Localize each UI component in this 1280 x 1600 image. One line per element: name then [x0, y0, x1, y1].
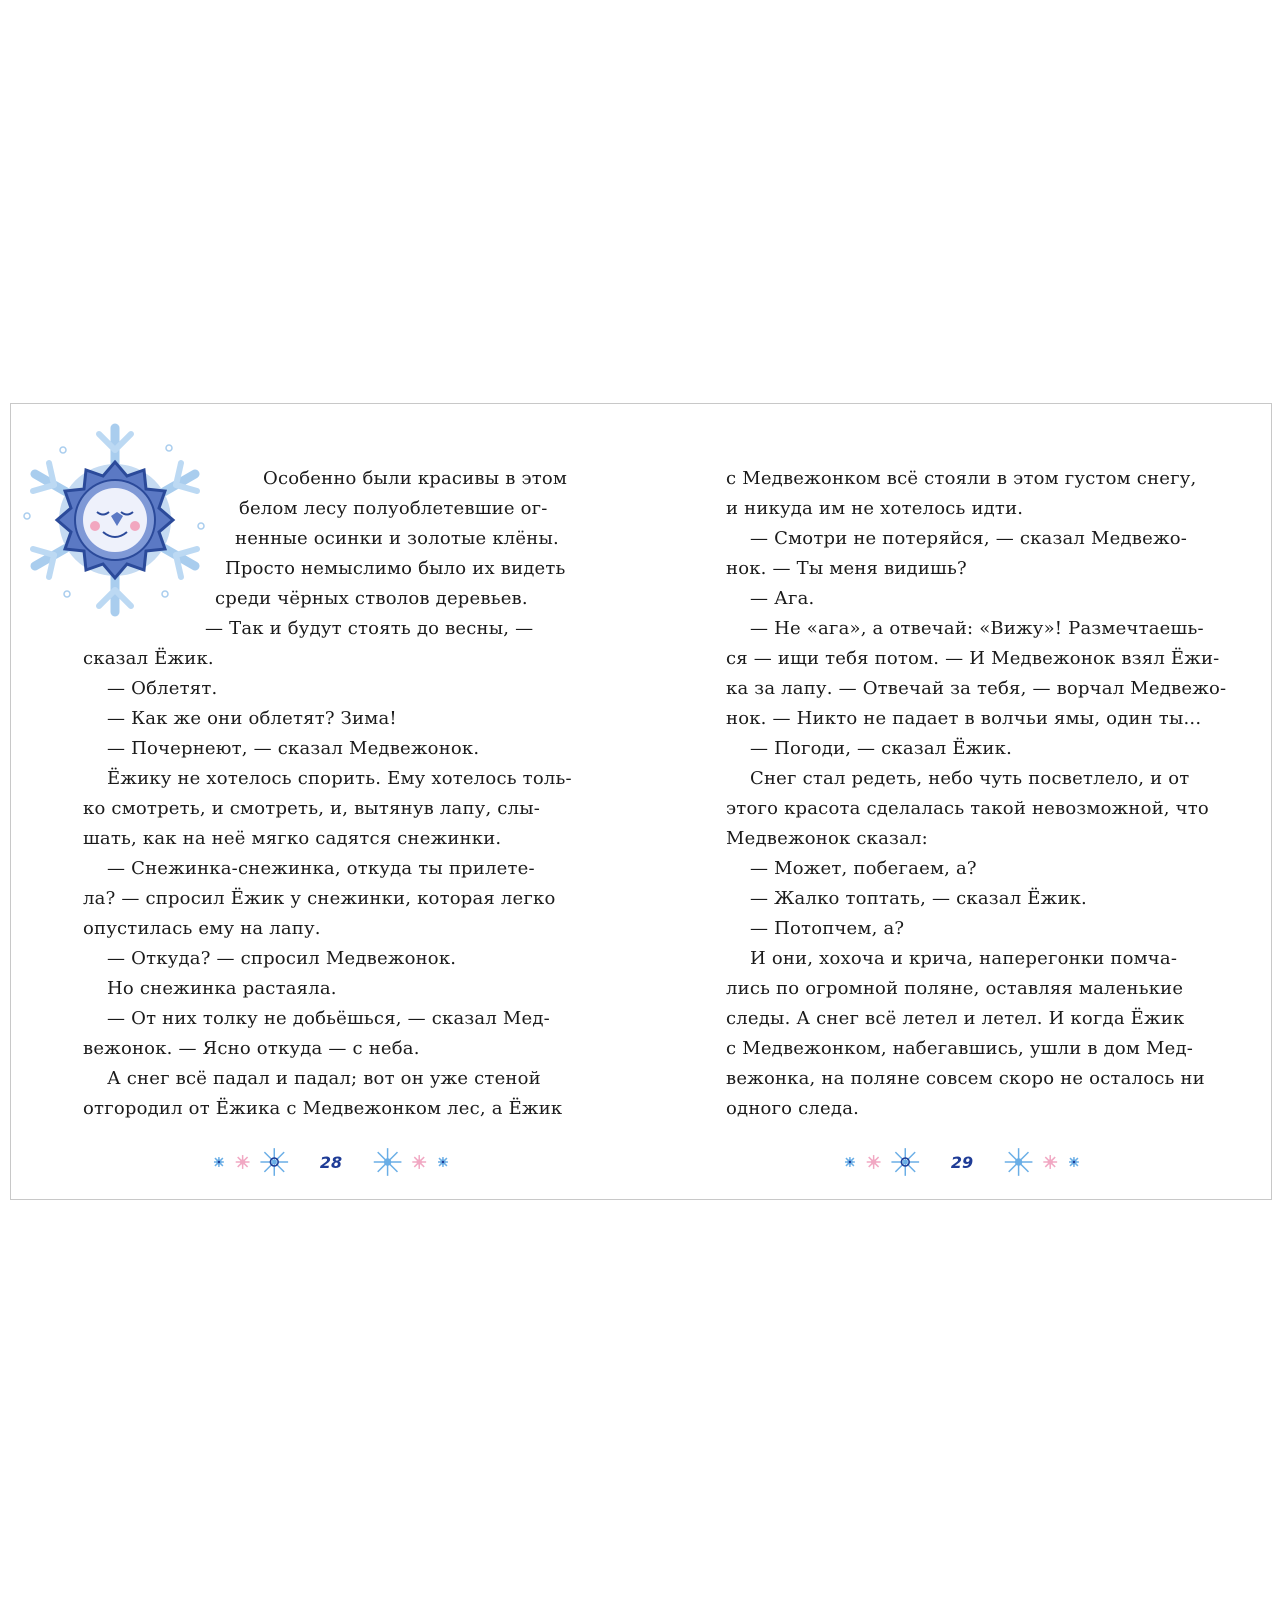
text-line: опустилась ему на лапу. [83, 918, 321, 939]
text-line: сказал Ёжик. [83, 648, 214, 669]
text-line: и никуда им не хотелось идти. [726, 498, 1024, 519]
right-page [642, 404, 1273, 1199]
text-line: — От них толку не добьёшься, — сказал Мед- [107, 1008, 550, 1029]
left-page [11, 404, 642, 1199]
text-line: шать, как на неё мягко садятся снежинки. [83, 828, 502, 849]
text-line: белом лесу полуоблетевшие ог- [239, 498, 548, 519]
text-line: — Не «ага», а отвечай: «Вижу»! Размечтаешь- [750, 618, 1204, 639]
text-line: вежонка, на поляне совсем скоро не осталось ни [726, 1068, 1205, 1089]
text-line: отгородил от Ёжика с Медвежонком лес, а Ёжик [83, 1098, 563, 1119]
right-page-text [726, 464, 1226, 1124]
text-line: Просто немыслимо было их видеть [225, 558, 566, 579]
text-line: Ёжику не хотелось спорить. Ему хотелось толь- [107, 768, 572, 789]
text-line: — Потопчем, а? [750, 918, 905, 939]
text-line: ся — ищи тебя потом. — И Медвежонок взял Ёжи- [726, 648, 1220, 669]
text-line: следы. А снег всё летел и летел. И когда Ёжик [726, 1008, 1185, 1029]
text-line: Особенно были красивы в этом [263, 468, 568, 489]
text-line: — Жалко топтать, — сказал Ёжик. [750, 888, 1087, 909]
text-line: Снег стал редеть, небо чуть посветлело, и от [750, 768, 1190, 789]
text-line: этого красота сделалась такой невозможной, что [726, 798, 1209, 819]
text-line: ненные осинки и золотые клёны. [235, 528, 559, 549]
text-line: среди чёрных стволов деревьев. [215, 588, 528, 609]
book-spread [10, 403, 1272, 1200]
text-line: ла? — спросил Ёжик у снежинки, которая легко [83, 888, 556, 909]
snowflake-ornament-icon [842, 1147, 941, 1177]
page-number: 28 [319, 1152, 343, 1172]
snowflake-ornament-icon [983, 1147, 1082, 1177]
text-line: лись по огромной поляне, оставляя маленькие [726, 978, 1184, 999]
text-line: — Ага. [750, 588, 815, 609]
text-line: с Медвежонком всё стояли в этом густом снегу, [726, 468, 1197, 489]
text-line: — Снежинка-снежинка, откуда ты прилете- [107, 858, 535, 879]
text-line: — Облетят. [107, 678, 218, 699]
text-line: — Откуда? — спросил Медвежонок. [107, 948, 457, 969]
text-line: одного следа. [726, 1098, 860, 1119]
text-line: — Так и будут стоять до весны, — [205, 618, 534, 639]
text-line: А снег всё падал и падал; вот он уже стеной [107, 1068, 541, 1089]
text-line: ка за лапу. — Отвечай за тебя, — ворчал Медвежо- [726, 678, 1227, 699]
page-footer [842, 1147, 1082, 1177]
text-line: — Как же они облетят? Зима! [107, 708, 397, 729]
text-line: — Может, побегаем, а? [750, 858, 977, 879]
text-line: — Смотри не потеряйся, — сказал Медвежо- [750, 528, 1188, 549]
snowflake-ornament-icon [352, 1147, 451, 1177]
left-page-text [83, 464, 583, 1124]
text-line: нок. — Никто не падает в волчьи ямы, один ты... [726, 708, 1202, 729]
text-line: Но снежинка растаяла. [107, 978, 337, 999]
page-footer [211, 1147, 451, 1177]
text-line: нок. — Ты меня видишь? [726, 558, 967, 579]
text-line: ко смотреть, и смотреть, и, вытянув лапу, слы- [83, 798, 541, 819]
snowflake-ornament-icon [211, 1147, 310, 1177]
text-line: вежонок. — Ясно откуда — с неба. [83, 1038, 420, 1059]
page-number: 29 [950, 1152, 974, 1172]
text-line: Медвежонок сказал: [726, 828, 928, 849]
text-line: И они, хохоча и крича, наперегонки помча- [750, 948, 1178, 969]
text-line: с Медвежонком, набегавшись, ушли в дом Мед- [726, 1038, 1194, 1059]
text-line: — Почернеют, — сказал Медвежонок. [107, 738, 480, 759]
text-line: — Погоди, — сказал Ёжик. [750, 738, 1013, 759]
